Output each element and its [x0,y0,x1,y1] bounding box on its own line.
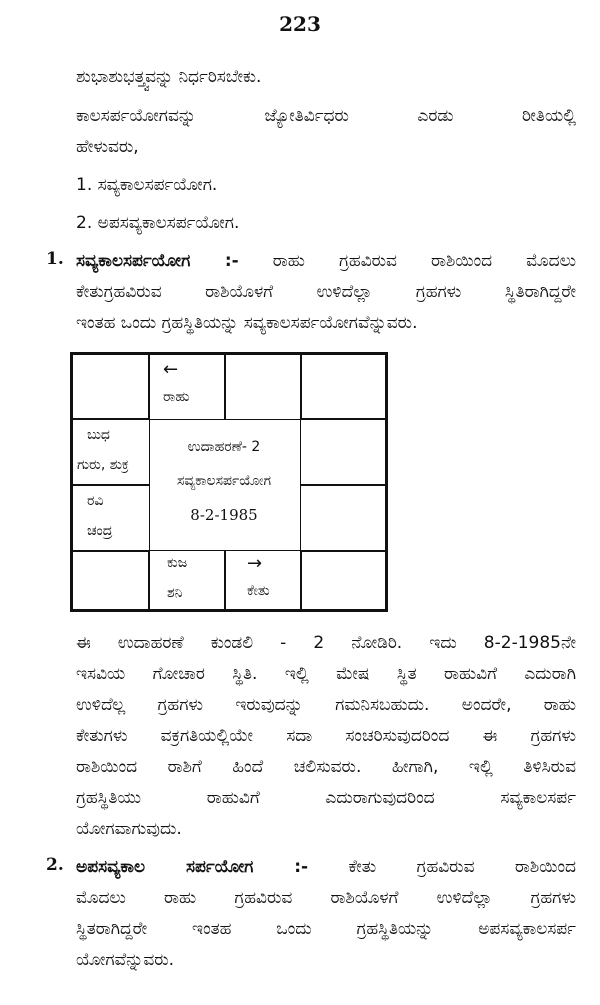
chart-label-ketu: ಕೇತು [247,583,270,599]
horoscope-chart [70,352,388,612]
paragraph-2-line-5: ರಾಶಿಯಿಂದ ರಾಶಿಗೆ ಹಿಂದೆ ಚಲಿಸುವರು. ಹೀಗಾಗಿ, ಇಲ್ಲಿ ತಿಳಿಸಿರುವ [76,757,576,777]
chart-cell-bottom-2 [148,550,226,610]
paragraph-2-line-1: ಈ ಉದಾಹರಣೆ ಕುಂಡಲಿ - 2 ನೋಡಿರಿ. ಇದು 8-2-1985ನೇ [76,633,576,653]
chart-cell-left-2 [72,484,150,552]
chart-cell-top-4 [300,354,386,420]
arrow-right-icon: → [247,553,263,574]
section-2-line-1 [76,852,576,883]
chart-center-subtitle: ಸವ್ಯಕಾಲಸರ್ಪಯೋಗ [176,473,272,489]
intro-list-item-1: 1. ಸವ್ಯಕಾಲಸರ್ಪಯೋಗ. [76,175,218,195]
intro-line-3: ಹೇಳುವರು, [76,137,139,157]
section-1-line-2: ಕೇತುಗ್ರಹವಿರುವ ರಾಶಿಯೊಳಗೆ ಉಳಿದೆಲ್ಲಾ ಗ್ರಹಗಳು ಸ್ಥಿತಿರಾಗಿದ್ದರೇ [76,282,576,302]
paragraph-2-line-7: ಯೋಗವಾಗುವುದು. [76,819,182,839]
chart-center-title: ಉದಾಹರಣೆ- 2 [187,439,261,455]
section-1-heading: ಸವ್ಯಕಾಲಸರ್ಪಯೋಗ :- [76,251,239,271]
section-1-number: 1. [46,249,64,269]
page-number: 223 [279,12,321,36]
chart-cell-top-1 [72,354,150,420]
chart-cell-top-2 [148,354,226,420]
chart-cell-top-3 [224,354,302,420]
chart-label-kuja: ಕುಜ [167,555,188,571]
chart-label-chandra: ಚಂದ್ರ [87,523,113,539]
section-2-line-2: ಮೊದಲು ರಾಹು ಗ್ರಹವಿರುವ ರಾಶಿಯೊಳಗೆ ಉಳಿದೆಲ್ಲಾ ಗ್ರಹಗಳು [76,888,576,908]
intro-line-1: ಶುಭಾಶುಭತ್ತ್ವವನ್ನು ನಿರ್ಧರಿಸಬೇಕು. [76,67,262,87]
section-2-line-3: ಸ್ಥಿತರಾಗಿದ್ದರೇ ಇಂತಹ ಒಂದು ಗ್ರಹಸ್ಥಿತಿಯನ್ನು ಅಪಸವ್ಯಕಾಲಸರ್ಪ [76,919,576,939]
chart-label-budha: ಬುಧ [87,427,110,443]
section-2-heading: ಅಪಸವ್ಯಕಾಲ ಸರ್ಪಯೋಗ :- [76,857,309,877]
chart-label-guru-shukra: ಗುರು, ಶುಕ್ರ [77,457,129,473]
chart-cell-bottom-3 [224,550,302,610]
section-1-line-3: ಇಂತಹ ಒಂದು ಗ್ರಹಸ್ಥಿತಿಯನ್ನು ಸವ್ಯಕಾಲಸರ್ಪಯೋಗವೆನ್ನುವರು. [76,313,418,333]
arrow-left-icon: ← [163,359,179,380]
chart-label-shani: ಶನಿ [167,585,183,601]
paragraph-2-line-3: ಉಳಿದೆಲ್ಲ ಗ್ರಹಗಳು ಇರುವುದನ್ನು ಗಮನಿಸಬಹುದು. ಅಂದರೇ, ರಾಹು [76,695,576,715]
paragraph-2-line-4: ಕೇತುಗಳು ವಕ್ರಗತಿಯಲ್ಲಿಯೇ ಸದಾ ಸಂಚರಿಸುವುದರಿಂದ ಈ ಗ್ರಹಗಳು [76,726,576,746]
chart-center [148,418,300,550]
intro-list-item-2: 2. ಅಪಸವ್ಯಕಾಲಸರ್ಪಯೋಗ. [76,213,240,233]
section-1-line-1 [76,246,576,277]
paragraph-2-line-2: ಇಸವಿಯ ಗೋಚಾರ ಸ್ಥಿತಿ. ಇಲ್ಲಿ ಮೇಷ ಸ್ಥಿತ ರಾಹುವಿಗೆ ಎದುರಾಗಿ [76,664,576,684]
paragraph-2-line-6: ಗ್ರಹಸ್ಥಿತಿಯು ರಾಹುವಿಗೆ ಎದುರಾಗುವುದರಿಂದ ಸವ್ಯಕಾಲಸರ್ಪ [76,788,576,808]
section-2-line-4: ಯೋಗವೆನ್ನುವರು. [76,950,175,970]
section-1-line-1-text: ರಾಹು ಗ್ರಹವಿರುವ ರಾಶಿಯಿಂದ ಮೊದಲು [272,251,577,271]
chart-cell-bottom-1 [72,550,150,610]
intro-line-2: ಕಾಲಸರ್ಪಯೋಗವನ್ನು ಜ್ಯೋತಿರ್ವಿಧರು ಎರಡು ರೀತಿಯಲ್ಲಿ [76,106,576,126]
chart-center-date: 8-2-1985 [190,506,258,524]
chart-cell-left-1 [72,418,150,486]
chart-label-rahu: ರಾಹು [163,389,190,405]
chart-cell-right-1 [300,418,386,486]
chart-cell-right-2 [300,484,386,552]
section-2-line-1-text: ಕೇತು ಗ್ರಹವಿರುವ ರಾಶಿಯಿಂದ [348,857,576,877]
section-2-number: 2. [46,855,64,875]
chart-cell-bottom-4 [300,550,386,610]
chart-label-ravi: ರವಿ [87,493,104,509]
